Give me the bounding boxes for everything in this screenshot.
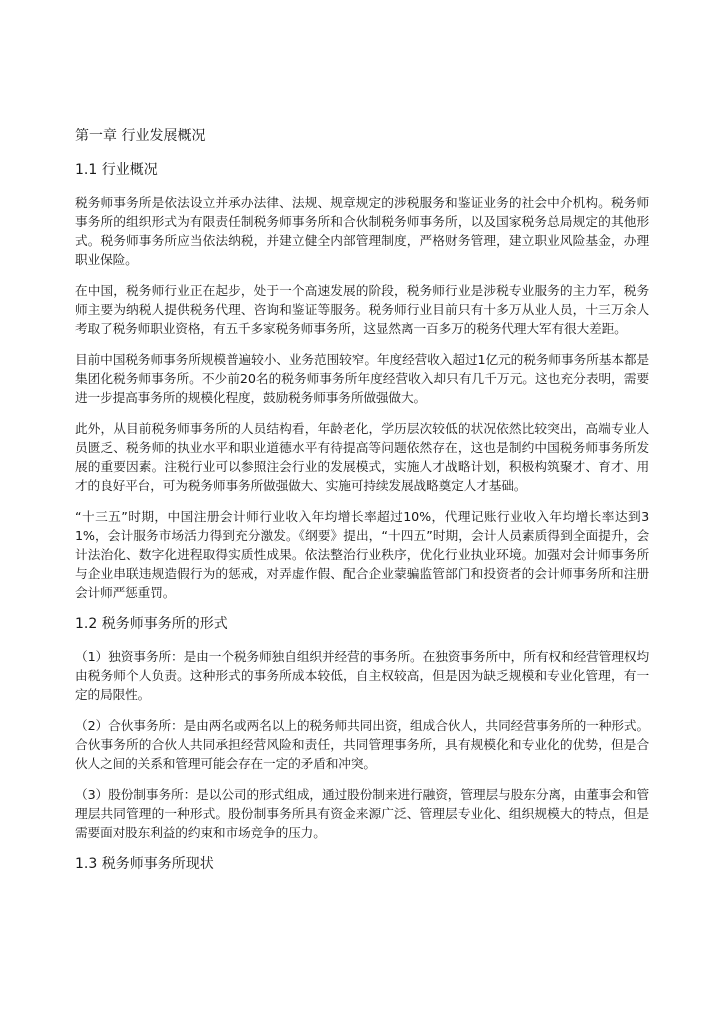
chapter-title: 第一章 行业发展概况 xyxy=(75,128,206,144)
paragraph: “十三五”时期，中国注册会计师行业收入年均增长率超过10%，代理记账行业收入年均增长率达到31%，会计服务市场活力得到充分激发。《纲要》提出，“十四五”时期，会计人员素质得到全面提升，会计法治化、数字化进程取得实质性成果。依法整治行业秩序，优化行业执业环境。加强对会计师事务所与企业串联违规造假行为的惩戒，对弄虚作假、配合企业蒙骗监管部门和投资者的会计师事务所和注册会计师严惩重罚。 xyxy=(75,509,649,600)
paragraph: （2）合伙事务所：是由两名或两名以上的税务师共同出资，组成合伙人，共同经营事务所的一种形式。合伙事务所的合伙人共同承担经营风险和责任，共同管理事务所，具有规模化和专业化的优势，但是合伙人之间的关系和管理可能会存在一定的矛盾和冲突。 xyxy=(75,718,649,771)
section-title-1-1: 1.1 行业概况 xyxy=(75,162,158,178)
section-title-1-3: 1.3 税务师事务所现状 xyxy=(75,856,214,872)
paragraph: 在中国，税务师行业正在起步，处于一个高速发展的阶段，税务师行业是涉税专业服务的主力军，税务师主要为纳税人提供税务代理、咨询和鉴证等服务。税务师行业目前只有十多万从业人员，十三万余人考取了税务师职业资格，有五千多家税务师事务所，这显然离一百多万的税务代理大军有很大差距。 xyxy=(75,283,649,336)
document-page xyxy=(75,126,649,887)
paragraph: （3）股份制事务所：是以公司的形式组成，通过股份制来进行融资，管理层与股东分离，由董事会和管理层共同管理的一种形式。股份制事务所具有资金来源广泛、管理层专业化、组织规模大的特点，但是需要面对股东利益的约束和市场竞争的压力。 xyxy=(75,787,649,840)
paragraph: （1）独资事务所：是由一个税务师独自组织并经营的事务所。在独资事务所中，所有权和经营管理权均由税务师个人负责。这种形式的事务所成本较低，自主权较高，但是因为缺乏规模和专业化管理，有一定的局限性。 xyxy=(75,649,649,702)
paragraph: 税务师事务所是依法设立并承办法律、法规、规章规定的涉税服务和鉴证业务的社会中介机构。税务师事务所的组织形式为有限责任制税务师事务所和合伙制税务师事务所，以及国家税务总局规定的其他形式。税务师事务所应当依法纳税，并建立健全内部管理制度，严格财务管理，建立职业风险基金，办理职业保险。 xyxy=(75,195,649,267)
paragraph: 目前中国税务师事务所规模普遍较小、业务范围较窄。年度经营收入超过1亿元的税务师事务所基本都是集团化税务师事务所。不少前20名的税务师事务所年度经营收入却只有几千万元。这也充分表明，需要进一步提高事务所的规模化程度，鼓励税务师事务所做强做大。 xyxy=(75,352,649,405)
paragraph: 此外，从目前税务师事务所的人员结构看，年龄老化，学历层次较低的状况依然比较突出，高端专业人员匮乏、税务师的执业水平和职业道德水平有待提高等问题依然存在，这也是制约中国税务师事务所发展的重要因素。注税行业可以参照注会行业的发展模式，实施人才战略计划，积极构筑聚才、育才、用才的良好平台，可为税务师事务所做强做大、实施可持续发展战略奠定人才基础。 xyxy=(75,421,649,493)
section-title-1-2: 1.2 税务师事务所的形式 xyxy=(75,616,228,632)
